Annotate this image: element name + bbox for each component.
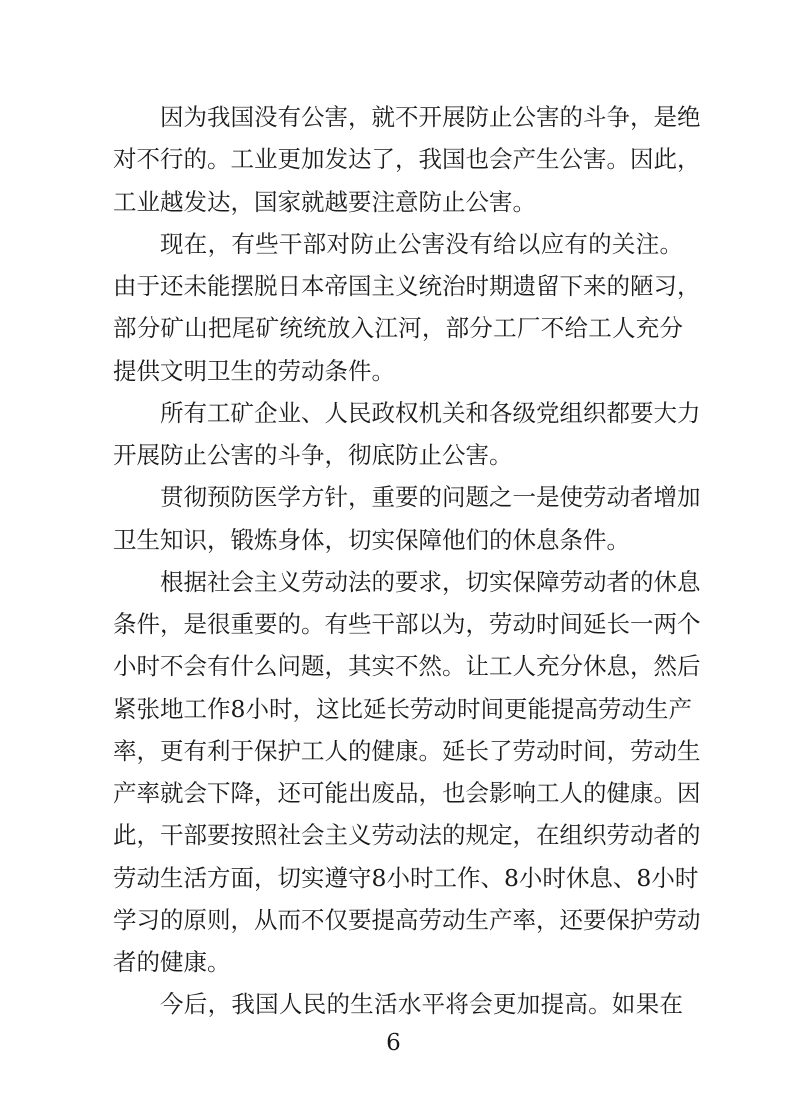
text-line: 者的健康。 <box>113 948 231 976</box>
text-line: 今后，我国人民的生活水平将会更加提高。如果在 <box>160 990 683 1019</box>
text-line: 所有工矿企业、人民政权机关和各级党组织都要大力 <box>160 398 701 427</box>
text-line: 由于还未能摆脱日本帝国主义统治时期遗留下来的陋习， <box>113 272 701 300</box>
paragraph-3 <box>113 392 701 477</box>
text-line: 率，更有利于保护工人的健康。延长了劳动时间，劳动生 <box>113 736 701 765</box>
text-line: 劳动生活方面，切实遵守8小时工作、8小时休息、8小时 <box>113 863 699 892</box>
text-line: 工业越发达，国家就越要注意防止公害。 <box>113 187 536 216</box>
paragraph-4 <box>113 476 701 561</box>
paragraph-1 <box>113 96 701 223</box>
text-line: 产率就会下降，还可能出废品，也会影响工人的健康。因 <box>113 779 701 807</box>
body-text <box>113 96 701 1026</box>
text-line: 根据社会主义劳动法的要求，切实保障劳动者的休息 <box>160 567 701 596</box>
text-line: 因为我国没有公害，就不开展防止公害的斗争，是绝 <box>160 103 701 131</box>
text-line: 现在，有些干部对防止公害没有给以应有的关注。 <box>160 229 683 258</box>
text-line: 条件，是很重要的。有些干部以为，劳动时间延长一两个 <box>113 610 701 638</box>
paragraph-2 <box>113 223 701 392</box>
paragraph-6 <box>113 983 683 1025</box>
text-line: 部分矿山把尾矿统统放入江河，部分工厂不给工人充分 <box>113 314 683 343</box>
text-line: 学习的原则，从而不仅要提高劳动生产率，还要保护劳动 <box>113 905 701 934</box>
text-line: 提供文明卫生的劳动条件。 <box>113 356 395 385</box>
paragraph-5 <box>113 561 701 984</box>
text-line: 贯彻预防医学方针，重要的问题之一是使劳动者增加 <box>160 483 701 512</box>
text-line: 此，干部要按照社会主义劳动法的规定，在组织劳动者的 <box>113 821 701 850</box>
page-number: 6 <box>386 1030 401 1056</box>
text-line: 卫生知识，锻炼身体，切实保障他们的休息条件。 <box>113 525 630 554</box>
text-line: 开展防止公害的斗争，彻底防止公害。 <box>113 441 513 469</box>
text-line: 小时不会有什么问题，其实不然。让工人充分休息，然后 <box>113 652 701 681</box>
text-line: 对不行的。工业更加发达了，我国也会产生公害。因此， <box>113 145 701 174</box>
text-line: 紧张地工作8小时，这比延长劳动时间更能提高劳动生产 <box>113 694 692 723</box>
